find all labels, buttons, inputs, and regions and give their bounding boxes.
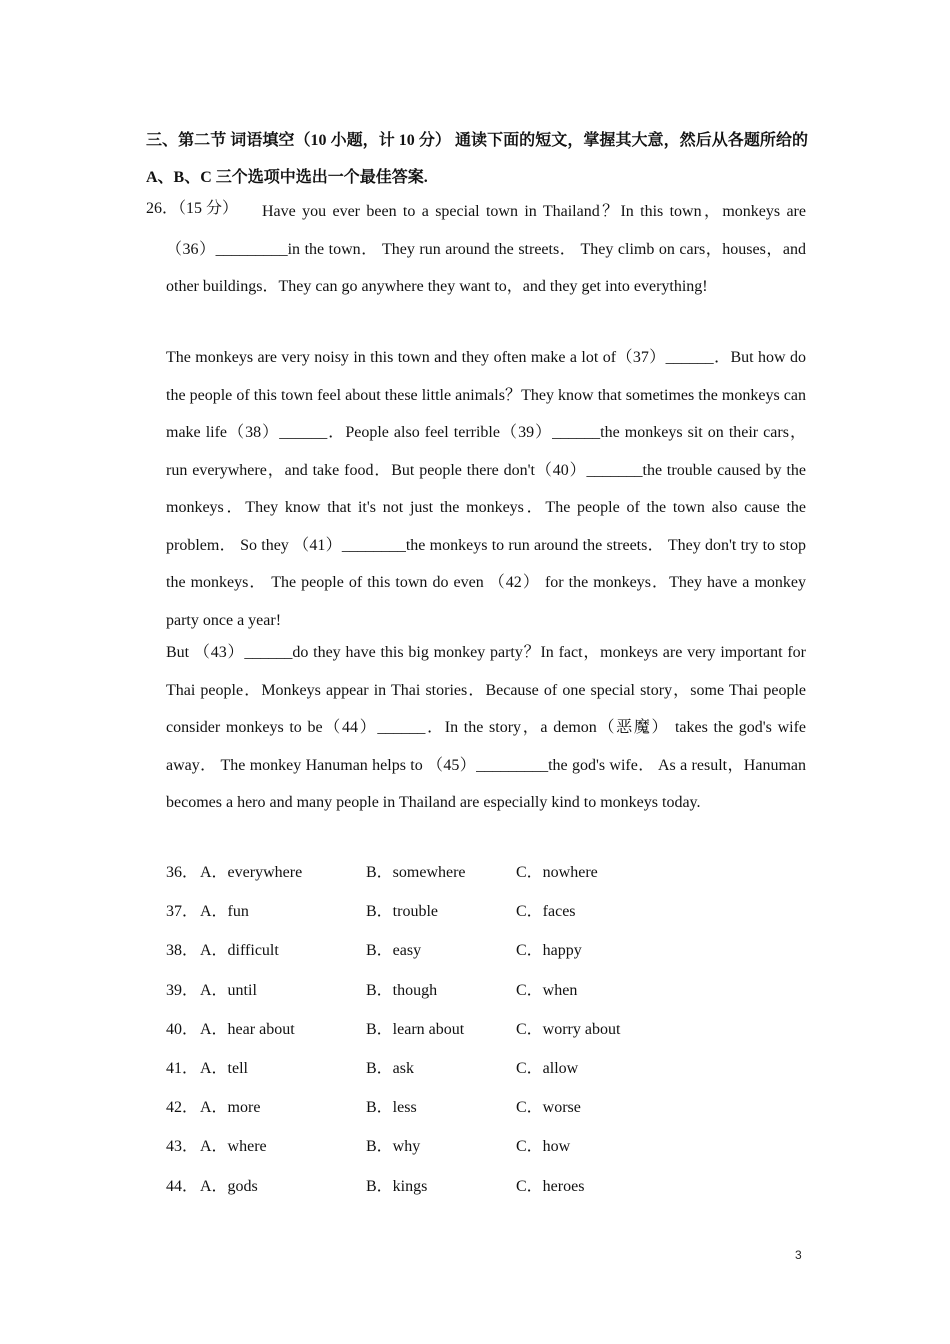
option-number: 39． (166, 981, 199, 999)
option-row-41 (166, 1054, 806, 1093)
option-b: B．learn about (366, 1020, 465, 1038)
option-b: B．somewhere (366, 864, 466, 881)
option-a: A．hear about (200, 1020, 295, 1038)
option-c: C．worry about (516, 1020, 621, 1038)
option-number: 36． (166, 864, 199, 881)
option-row-37 (166, 897, 806, 936)
page-number: 3 (795, 1248, 802, 1262)
option-c: C．nowhere (516, 864, 598, 881)
option-c: C．allow (516, 1059, 579, 1077)
option-number: 38． (166, 942, 199, 960)
option-b: B．kings (366, 1177, 428, 1195)
option-number: 44． (166, 1177, 199, 1195)
option-row-39 (166, 976, 806, 1015)
passage-paragraph-3: But （43）______do they have this big monkey party？In fact，monkeys are very important for Thai people．Monkeys appear in Thai stories．Because of one special story，some Thai people consider monkeys to be（44）______．In the story，a demon（恶魔） takes the god's wife away． The monkey Hanuman helps to （45）_________the god's wife． As a result，Hanuman becomes a hero and many people in Thailand are especially kind to monkeys today. (166, 644, 806, 811)
option-b: B．though (366, 981, 438, 999)
option-c: C．how (516, 1138, 571, 1156)
option-a: A．tell (200, 1059, 248, 1077)
passage-paragraph-1: Have you ever been to a special town in Thailand？In this town，monkeys are （36）_________in the town． They run around the streets． They climb on cars，houses，and other buildings．They can go anywhere they want to，and they get into everything! (166, 203, 806, 295)
option-number: 40． (166, 1020, 199, 1038)
option-row-38 (166, 936, 806, 975)
option-number: 43． (166, 1138, 199, 1156)
option-b: B．less (366, 1099, 417, 1117)
option-a: A．where (200, 1138, 267, 1156)
option-number: 41． (166, 1059, 199, 1077)
option-row-36 (166, 858, 806, 897)
option-b: B．why (366, 1138, 421, 1156)
option-number: 42． (166, 1099, 199, 1117)
option-row-44 (166, 1172, 806, 1211)
option-a: A．more (200, 1099, 261, 1117)
answer-options (166, 858, 806, 1211)
option-row-42 (166, 1093, 806, 1132)
option-c: C．when (516, 981, 578, 999)
question-number: 26．（15 分） (146, 200, 239, 217)
option-row-40 (166, 1015, 806, 1054)
option-a: A．until (200, 981, 257, 999)
option-a: A．gods (200, 1177, 258, 1195)
option-number: 37． (166, 903, 199, 921)
option-b: B．ask (366, 1059, 415, 1077)
option-c: C．faces (516, 903, 576, 921)
passage-paragraph-2: The monkeys are very noisy in this town and they often make a lot of（37）______．But how do the people of this town feel about these little animals？They know that sometimes the monkeys can make life（38）______．People also feel terrible（39）______the monkeys sit on their cars，run everywhere，and take food．But people there don't（40）_______the trouble caused by the monkeys．They know that it's not just the monkeys．The people of the town also cause the problem． So they （41）________the monkeys to run around the streets． They don't try to stop the monkeys． The people of this town do even （42） for the monkeys．They have a monkey party once a year! (166, 349, 806, 629)
option-c: C．worse (516, 1099, 581, 1117)
option-a: A．difficult (200, 942, 279, 960)
section-title: 三、第二节 词语填空（10 小题，计 10 分） 通读下面的短文，掌握其大意，然后从各题所给的 A、B、C 三个选项中选出一个最佳答案. (146, 132, 808, 186)
option-a: A．everywhere (200, 864, 303, 881)
option-c: C．heroes (516, 1177, 585, 1195)
option-row-43 (166, 1132, 806, 1171)
option-b: B．easy (366, 942, 422, 960)
option-c: C．happy (516, 942, 582, 960)
option-a: A．fun (200, 903, 249, 921)
option-b: B．trouble (366, 903, 438, 921)
